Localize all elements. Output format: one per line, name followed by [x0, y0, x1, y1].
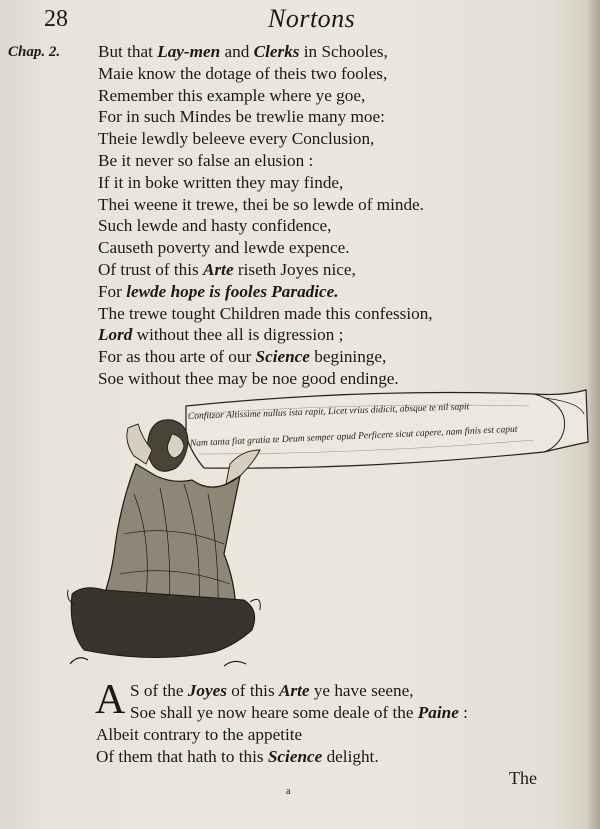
- text-run: For as thou arte of our: [98, 347, 256, 367]
- catchword: The: [509, 768, 537, 788]
- text-run: Such lewde and hasty confidence,: [98, 216, 332, 236]
- text-run: Be it never so false an elusion :: [98, 150, 314, 170]
- text-run: Soe shall ye now heare some deale of the: [130, 703, 418, 722]
- signature-mark: a: [286, 786, 291, 797]
- text-run: delight.: [322, 747, 379, 766]
- verse-line: [98, 215, 518, 237]
- text-run: Of them that hath to this: [96, 747, 268, 766]
- italic-word: Science: [267, 747, 323, 766]
- verse-line: [98, 259, 518, 281]
- verse-line: [98, 281, 518, 303]
- drop-capital: A: [95, 677, 126, 723]
- verse-line: [96, 746, 556, 768]
- text-run: But that: [98, 42, 158, 61]
- text-run: without thee all is digression ;: [132, 325, 344, 345]
- woodcut-illustration: [64, 384, 594, 684]
- verse-block: [98, 41, 518, 390]
- italic-word: lewde hope is fooles Paradice.: [126, 281, 339, 301]
- text-run: Causeth poverty and lewde expence.: [98, 238, 350, 258]
- text-run: For: [98, 281, 127, 301]
- verse-line: [98, 194, 518, 216]
- italic-word: Paine: [417, 703, 459, 722]
- text-run: ye have seene,: [309, 681, 414, 700]
- text-run: begininge,: [309, 347, 387, 367]
- italic-word: Lord: [98, 325, 133, 345]
- scroll-text-line-2: Nam tanta fiat gratia te Deum semper apud Perficere sicut capere, nam finis est caput: [189, 424, 518, 449]
- text-run: Albeit contrary to the appetite: [96, 725, 303, 744]
- text-run: Theie lewdly beleeve every Conclusion,: [98, 129, 375, 149]
- text-run: Remember this example where ye goe,: [98, 85, 366, 105]
- verse-line: [98, 128, 518, 150]
- italic-word: Arte: [203, 259, 234, 279]
- verse-line: [98, 85, 518, 107]
- verse-line: [98, 63, 518, 85]
- text-run: S of the: [130, 681, 188, 700]
- text-run: Soe without thee may be noe good endinge.: [98, 368, 399, 388]
- verse-line: [96, 724, 556, 746]
- verse-line: [98, 303, 518, 325]
- text-run: in Schooles,: [299, 42, 388, 61]
- scroll-text-line-1: Confitzor Altissime nullus ista rapit, Licet vrius didicit, absque te nil sapit: [187, 402, 470, 422]
- italic-word: Joyes: [187, 681, 227, 700]
- text-run: of this: [226, 681, 279, 700]
- text-run: If it in boke written they may finde,: [98, 172, 344, 192]
- verse-line: [98, 106, 518, 128]
- text-run: riseth Joyes nice,: [233, 259, 356, 279]
- text-run: Of trust of this: [98, 259, 204, 279]
- verse-line: [98, 346, 518, 368]
- verse-line: [98, 237, 518, 259]
- stanza-block: [95, 677, 556, 768]
- text-run: Maie know the dotage of theis two fooles,: [98, 63, 388, 83]
- italic-word: Clerks: [253, 42, 300, 61]
- text-run: The trewe tought Children made this confession,: [98, 303, 433, 323]
- text-run: For in such Mindes be trewlie many moe:: [98, 107, 385, 127]
- verse-line: [98, 41, 518, 63]
- verse-line: [96, 702, 556, 724]
- italic-word: Science: [255, 347, 310, 367]
- text-run: Thei weene it trewe, thei be so lewde of minde.: [98, 194, 424, 214]
- verse-line: [98, 172, 518, 194]
- italic-word: Lay-men: [157, 42, 221, 61]
- text-run: and: [220, 42, 254, 61]
- verse-line: [98, 150, 518, 172]
- running-head: Nortons: [268, 4, 356, 33]
- text-run: :: [458, 703, 468, 722]
- verse-line: [96, 680, 556, 702]
- page-number: 28: [44, 6, 68, 32]
- italic-word: Arte: [278, 681, 310, 700]
- chapter-marker: Chap. 2.: [8, 44, 61, 60]
- verse-line: [98, 324, 518, 346]
